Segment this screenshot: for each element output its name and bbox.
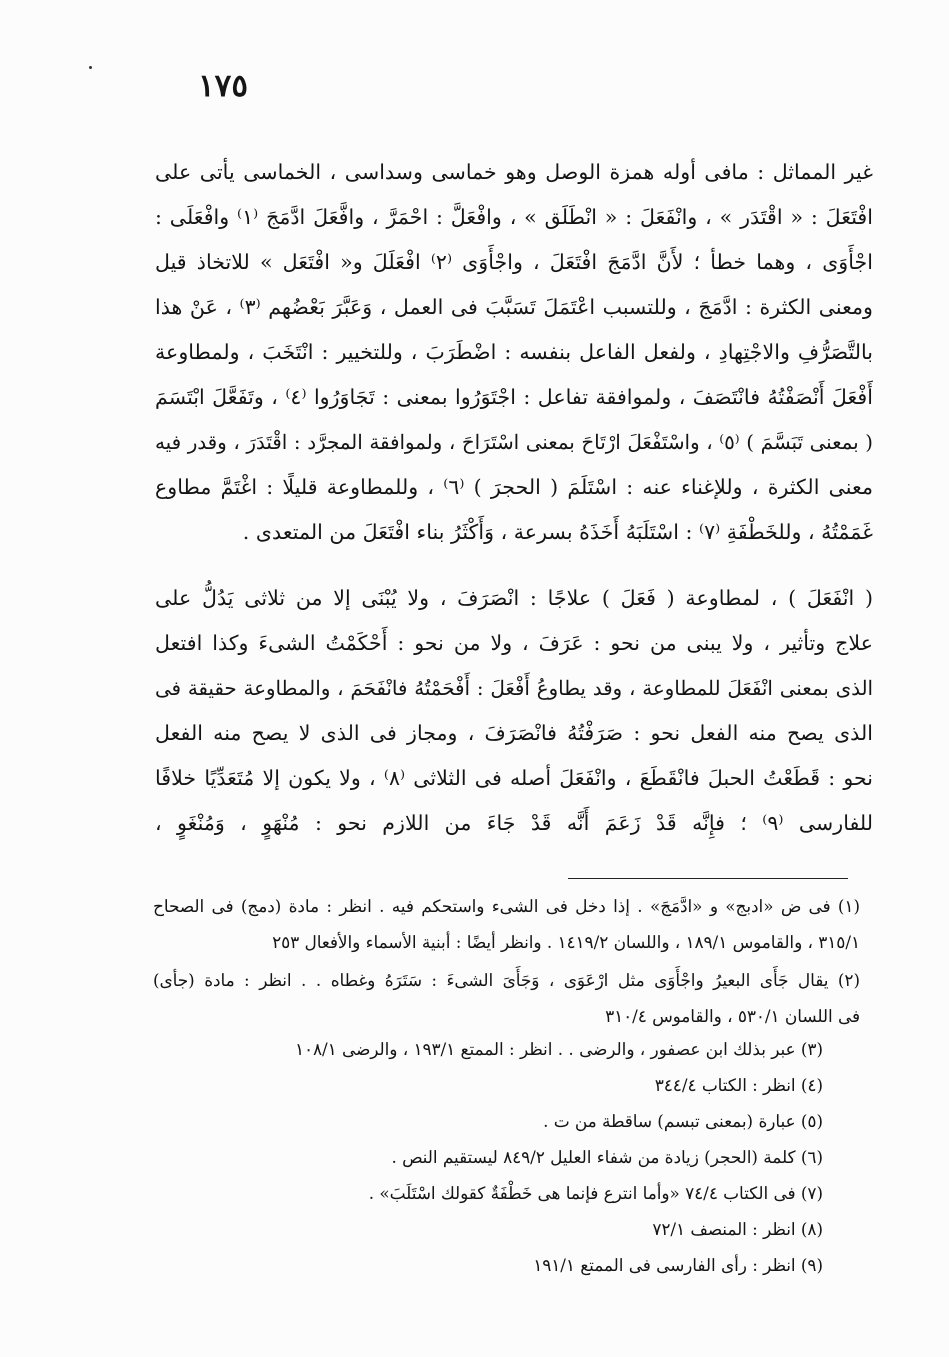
text-line: غَمَمْتُهُ ، وللخَطْفَةِ ⁽٧⁾ : اسْتَلَبَهُ أَخَذَهُ بسرعة ، وَأَكْثَرُ بناء افْتَعَلَ من المتعدى .: [242, 520, 873, 544]
footnote-line: فى اللسان ٥٣٠/١ ، والقاموس ٣١٠/٤: [605, 1006, 860, 1026]
text-line: نحو : قَطَعْتُ الحبلَ فانْقَطَعَ ، وانْفَعَلَ أصله فى الثلاثى ⁽٨⁾ ، ولا يكون إلا مُتَعَدِّيًا خلافًا: [155, 766, 873, 790]
text-line: ومعنى الكثرة : ادَّمَجَ ، وللتسبب اعْتَمَلَ تَسَبَّبَ فى العمل ، وَعَبَّرَ بَعْضُهم ⁽٣⁾ ، عَنْ هذا: [155, 295, 873, 319]
footnote-3: (٣) عبر بذلك ابن عصفور ، والرضى . . انظر : الممتع ١٩٣/١ ، والرضى ١٠٨/١: [294, 1039, 823, 1059]
text-line: ( انْفَعَلَ ) ، لمطاوعة ( فَعَلَ ) علاجًا : انْصَرَفَ ، ولا يُبْنَى إلا من ثلاثى يَدُلُّ على: [155, 586, 873, 610]
footnote-7: (٧) فى الكتاب ٧٤/٤ «وأما انترع فإنما هى خَطْفَةٌ كقولك اسْتَلَبَ» .: [368, 1183, 823, 1203]
footnote-line: (١) فى ض «ادبج» و «ادَّمَجَ» . إذا دخل فى الشىء واستحكم فيه . انظر : مادة (دمج) فى الصحاح: [153, 896, 860, 916]
text-line: غير المماثل : مافى أوله همزة الوصل وهو خماسى وسداسى ، الخماسى يأتى على: [155, 160, 873, 184]
text-line: افْتَعَلَ : « اقْتَدَر » ، وانْفَعَلَ : « انْطَلَق » ، وافْعَلَّ : احْمَرَّ ، وافَّعَلَ ادَّمَجَ ⁽١⁾ وافْعَلَى :: [155, 205, 873, 229]
text-line: اجْأَوَى ، وهما خطأ ؛ لأَنَّ ادَّمَجَ افْتَعَلَ ، واجْأَوَى ⁽٢⁾ افْعَلَلَ و« افْتَعَل » للاتخاذ قيل: [155, 250, 873, 274]
text-line: أَفْعَلَ أَنْصَفْتُهُ فانْتَصَفَ ، ولموافقة تفاعل : اجْتَوَرُوا بمعنى : تَجَاوَرُوا ⁽٤⁾ ، وتَفَعَّلَ ابْتَسَمَ: [155, 385, 873, 409]
footnote-6: (٦) كلمة (الحجر) زيادة من شفاء العليل ٨٤٩/٢ ليستقيم النص .: [391, 1147, 823, 1167]
footnote-1: [153, 888, 860, 960]
text-line: الذى يصح منه الفعل نحو : صَرَفْتُهُ فانْصَرَفَ ، ومجاز فى الذى لا يصح منه الفعل: [155, 721, 873, 745]
text-line: علاج وتأثير ، ولا يبنى من نحو : عَرَفَ ، ولا من نحو : أَحْكَمْتُ الشىءَ وكذا افتعل: [155, 631, 873, 655]
footnote-8: (٨) انظر : المنصف ٧٢/١: [652, 1219, 823, 1239]
margin-dot: [89, 66, 92, 69]
text-line: للفارسى ⁽٩⁾ ؛ فإِنَّه قَدْ زَعَمَ أَنَّه قَدْ جَاءَ من اللازم نحو : مُنْهَوٍ ، وَمُنْغَوٍ ،: [155, 811, 873, 835]
footnote-4: (٤) انظر : الكتاب ٣٤٤/٤: [654, 1075, 823, 1095]
footnote-line: ٣١٥/١ ، والقاموس ١٨٩/١ ، واللسان ١٤١٩/٢ . وانظر أيضًا : أبنية الأسماء والأفعال ٢٥٣: [272, 932, 860, 952]
footnote-2: [153, 962, 860, 1034]
text-line: معنى الكثرة ، وللإغناء عنه : اسْتَلَمَ ( الحجرَ ) ⁽٦⁾ ، وللمطاوعة قليلًا : اغْتَمَّ مطاوع: [155, 475, 873, 499]
text-line: ( بمعنى تَبَسَّمَ ) ⁽٥⁾ ، واسْتَفْعَلَ ارْتَاحَ بمعنى اسْتَرَاحَ ، ولموافقة المجرَّد : اقْتَدَرَ ، وقدر فيه: [155, 431, 873, 454]
text-line: الذى بمعنى انْفَعَلَ للمطاوعة ، وقد يطاوعُ أَفْعَلَ : أَفْحَمْتُهُ فانْفَحَمَ ، والمطاوعة حقيقة فى: [155, 677, 873, 700]
footnotes-short: [153, 1031, 823, 1283]
footnote-5: (٥) عبارة (بمعنى تبسم) ساقطة من ت .: [543, 1111, 823, 1131]
footnote-9: (٩) انظر : رأى الفارسى فى الممتع ١٩١/١: [533, 1255, 823, 1275]
footnote-line: (٢) يقال جَأَى البعيرُ واجْأَوَى مثل ارْعَوَى ، وَجَأَىَ الشىءَ : سَتَرَهُ وغطاه . . انظر : مادة (جأى): [153, 970, 860, 990]
page-number: ١٧٥: [198, 68, 248, 104]
footnotes-wide: [153, 888, 860, 1034]
footnote-separator: [568, 878, 848, 879]
main-paragraph-2: [155, 576, 873, 846]
main-paragraph-1: [155, 150, 873, 555]
text-line: بالتَّصَرُّفِ والاجْتِهادِ ، ولفعل الفاعل بنفسه : اضْطَرَبَ ، وللتخيير : انْتَخَبَ ، ولمطاوعة: [155, 340, 873, 364]
